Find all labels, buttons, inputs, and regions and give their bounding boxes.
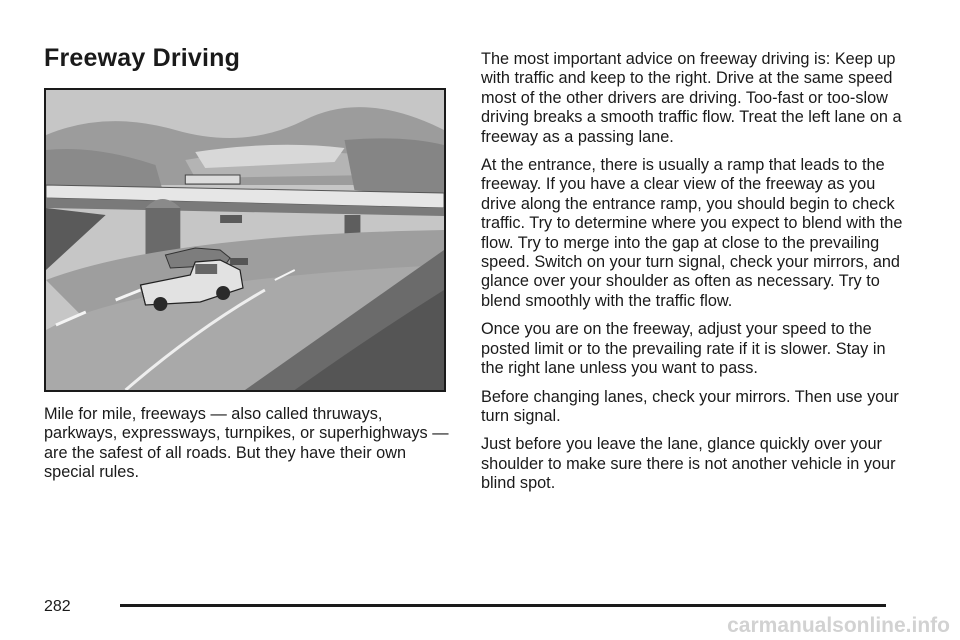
paragraph-changing-lanes: Before changing lanes, check your mirrors. Then use your turn signal. — [481, 387, 899, 425]
paragraph-advice: The most important advice on freeway driving is: Keep up with traffic and keep to the right. Drive at the same speed most of the other drivers are driving. Too-fast or too-slow driving breaks a smooth traffic flow. Treat the left lane on a freeway as a passing lane. — [481, 50, 902, 146]
right-column — [481, 50, 911, 503]
footer-rule — [120, 604, 886, 607]
page-title: Freeway Driving — [44, 44, 241, 72]
freeway-illustration — [44, 88, 446, 392]
paragraph-on-freeway: Once you are on the freeway, adjust your speed to the posted limit or to the prevailing rate if it is slower. Stay in the right lane unless you want to pass. — [481, 320, 886, 378]
paragraph-entrance: At the entrance, there is usually a ramp that leads to the freeway. If you have a clear view of the freeway as you drive along the entrance ramp, you should begin to check traffic. Try to determine where you expect to blend with the flow. Try to merge into the gap at close to the prevailing speed. Switch on your turn signal, check your mirrors, and glance over your shoulder as often as necessary. Try to blend smoothly with the traffic flow. — [481, 156, 903, 310]
paragraph-blind-spot: Just before you leave the lane, glance quickly over your shoulder to make sure there is not another vehicle in your blind spot. — [481, 435, 896, 493]
page-number: 282 — [44, 598, 71, 615]
freeway-overpass-illustration-icon — [46, 90, 444, 390]
left-column — [44, 405, 454, 492]
intro-paragraph: Mile for mile, freeways — also called thruways, parkways, expressways, turnpikes, or superhighways — are the safest of all roads. But they have their own special rules. — [44, 405, 449, 482]
watermark: carmanualsonline.info — [727, 614, 950, 637]
